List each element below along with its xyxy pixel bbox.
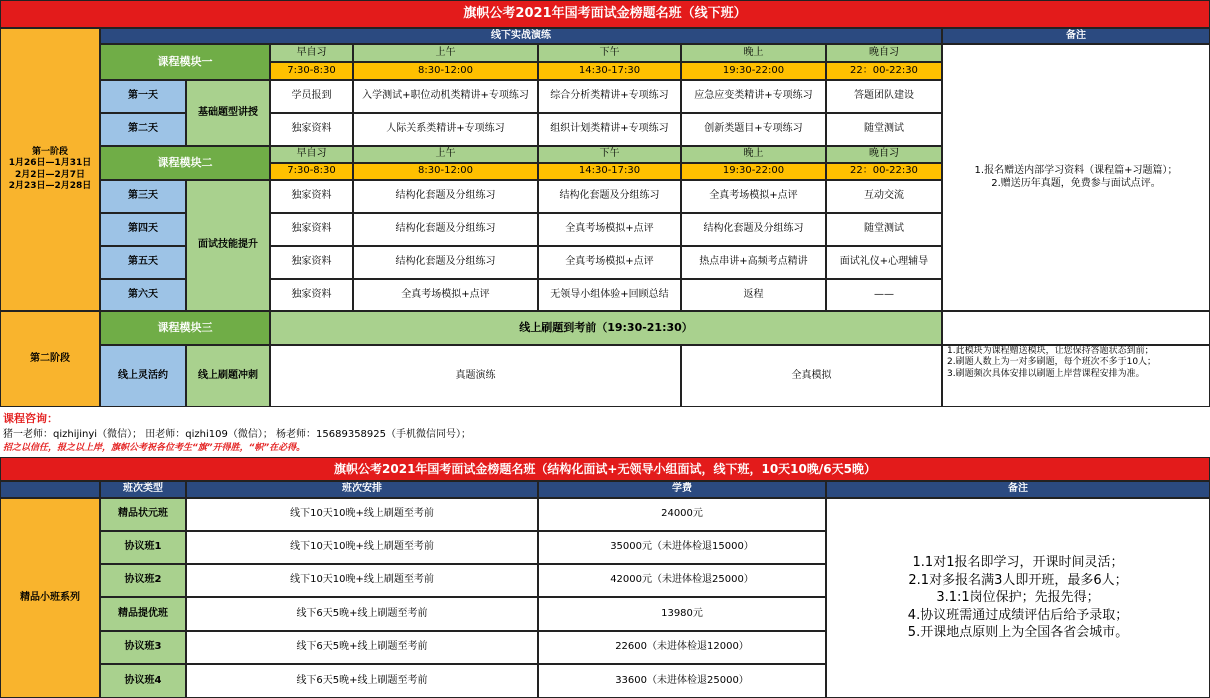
class-fee: 35000元（未进体检退15000） bbox=[538, 531, 826, 564]
blank-cell bbox=[942, 311, 1210, 345]
slot-early: 早自习 bbox=[270, 146, 353, 163]
slot-afternoon: 下午 bbox=[538, 146, 681, 163]
class-plan: 线下10天10晚+线上刷题至考前 bbox=[186, 564, 538, 597]
table2-notes bbox=[826, 498, 1210, 698]
time-early: 7:30-8:30 bbox=[270, 62, 353, 80]
slot-early: 早自习 bbox=[270, 44, 353, 62]
time-morning: 8:30-12:00 bbox=[353, 62, 538, 80]
module2-label: 课程模块二 bbox=[100, 146, 270, 180]
schedule-cell: 独家资料 bbox=[270, 213, 353, 246]
schedule-cell: 全真考场模拟+点评 bbox=[538, 213, 681, 246]
stage2-note-line: 1.此模块为课程赠送模块，让您保持答题状态到前； bbox=[947, 346, 1154, 356]
day-label: 第五天 bbox=[100, 246, 186, 279]
class-type: 精品状元班 bbox=[100, 498, 186, 531]
series-label: 精品小班系列 bbox=[0, 498, 100, 698]
day-label: 第六天 bbox=[100, 279, 186, 311]
class-type: 协议班3 bbox=[100, 631, 186, 664]
stage1-date-1: 1月26日—1月31日 bbox=[8, 158, 92, 169]
contact-title: 课程咨询： bbox=[3, 412, 58, 425]
table2-note-line: 3.1:1岗位保护；先报先得； bbox=[936, 590, 1100, 606]
schedule-cell: 独家资料 bbox=[270, 246, 353, 279]
schedule-cell: 创新类题目+专项练习 bbox=[681, 113, 826, 146]
class-plan: 线下6天5晚+线上刷题至考前 bbox=[186, 664, 538, 698]
time-afternoon: 14:30-17:30 bbox=[538, 163, 681, 180]
table2-note-line: 1.1对1报名即学习，开课时间灵活； bbox=[912, 555, 1124, 571]
time-morning: 8:30-12:00 bbox=[353, 163, 538, 180]
notes-header: 备注 bbox=[942, 28, 1210, 44]
schedule-cell: 学员报到 bbox=[270, 80, 353, 113]
schedule-cell: 随堂测试 bbox=[826, 113, 942, 146]
stage2-note-line: 2.刷题人数上为一对多刷题，每个班次不多于10人； bbox=[947, 357, 1157, 368]
col-header-fee: 学费 bbox=[538, 481, 826, 498]
time-afternoon: 14:30-17:30 bbox=[538, 62, 681, 80]
slot-morning: 上午 bbox=[353, 146, 538, 163]
schedule-cell: 随堂测试 bbox=[826, 213, 942, 246]
title2: 旗帜公考2021年国考面试金榜题名班（结构化面试+无领导小组面试，线下班，10天10晚/6天5晚） bbox=[0, 457, 1210, 481]
schedule-cell: 人际关系类精讲+专项练习 bbox=[353, 113, 538, 146]
schedule-cell: 独家资料 bbox=[270, 279, 353, 311]
class-plan: 线下6天5晚+线上刷题至考前 bbox=[186, 597, 538, 631]
class-fee: 22600（未进体检退12000） bbox=[538, 631, 826, 664]
stage2-name: 第二阶段 bbox=[0, 311, 100, 407]
schedule-cell: 独家资料 bbox=[270, 113, 353, 146]
day-label: 第二天 bbox=[100, 113, 186, 146]
class-fee: 24000元 bbox=[538, 498, 826, 531]
stage1-note: 1.报名赠送内部学习资料（课程篇+习题篇）； 2.赠送历年真题，免费参与面试点评。 bbox=[942, 44, 1210, 311]
slot-evening: 晚上 bbox=[681, 44, 826, 62]
slot-morning: 上午 bbox=[353, 44, 538, 62]
schedule-cell: 无领导小组体验+回顾总结 bbox=[538, 279, 681, 311]
schedule-cell: 入学测试+职位动机类精讲+专项练习 bbox=[353, 80, 538, 113]
schedule-cell: 结构化套题及分组练习 bbox=[538, 180, 681, 213]
schedule-cell: 独家资料 bbox=[270, 180, 353, 213]
online-banner: 线上刷题到考前（19:30-21:30） bbox=[270, 311, 942, 345]
schedule-cell: 互动交流 bbox=[826, 180, 942, 213]
class-type: 精品提优班 bbox=[100, 597, 186, 631]
time-evening: 19:30-22:00 bbox=[681, 163, 826, 180]
day-label: 第三天 bbox=[100, 180, 186, 213]
stage2-note-line: 3.刷题频次具体安排以刷题上岸营课程安排为准。 bbox=[947, 368, 1145, 379]
stage1-cell bbox=[0, 28, 100, 311]
slot-afternoon: 下午 bbox=[538, 44, 681, 62]
slot-night: 晚自习 bbox=[826, 44, 942, 62]
online-col2: 全真模拟 bbox=[681, 345, 942, 407]
time-night: 22：00-22:30 bbox=[826, 163, 942, 180]
class-type: 协议班1 bbox=[100, 531, 186, 564]
schedule-cell: —— bbox=[826, 279, 942, 311]
schedule-cell: 全真考场模拟+点评 bbox=[681, 180, 826, 213]
stage1-name: 第一阶段 bbox=[31, 147, 68, 157]
page-title: 旗帜公考2021年国考面试金榜题名班（线下班） bbox=[0, 0, 1210, 28]
contact-line: 猪一老师：qizhijinyi（微信）； 田老师：qizhi109（微信）； 杨老师：15689358925（手机微信同号）； bbox=[3, 429, 472, 440]
col-header-plan: 班次安排 bbox=[186, 481, 538, 498]
col-header-type: 班次类型 bbox=[100, 481, 186, 498]
topic1-label: 基础题型讲授 bbox=[186, 80, 270, 146]
day-label: 第一天 bbox=[100, 80, 186, 113]
schedule-cell: 结构化套题及分组练习 bbox=[353, 246, 538, 279]
offline-header: 线下实战演练 bbox=[100, 28, 942, 44]
sub1-label: 线上灵活约 bbox=[100, 345, 186, 407]
col-header-notes: 备注 bbox=[826, 481, 1210, 498]
day-label: 第四天 bbox=[100, 213, 186, 246]
class-plan: 线下10天10晚+线上刷题至考前 bbox=[186, 531, 538, 564]
online-col1: 真题演练 bbox=[270, 345, 681, 407]
module3-label: 课程模块三 bbox=[100, 311, 270, 345]
stage2-notes bbox=[942, 345, 1210, 407]
stage1-date-2: 2月2日—2月7日 bbox=[14, 169, 86, 180]
schedule-cell: 综合分析类精讲+专项练习 bbox=[538, 80, 681, 113]
schedule-cell: 结构化套题及分组练习 bbox=[353, 213, 538, 246]
schedule-cell: 组织计划类精讲+专项练习 bbox=[538, 113, 681, 146]
schedule-cell: 应急应变类精讲+专项练习 bbox=[681, 80, 826, 113]
header-blank bbox=[0, 481, 100, 498]
schedule-cell: 热点串讲+高频考点精讲 bbox=[681, 246, 826, 279]
topic2-label: 面试技能提升 bbox=[186, 180, 270, 311]
table2-note-line: 4.协议班需通过成绩评估后给予录取； bbox=[907, 607, 1129, 623]
class-plan: 线下6天5晚+线上刷题至考前 bbox=[186, 631, 538, 664]
stage1-date-3: 2月23日—2月28日 bbox=[8, 180, 92, 191]
slot-night: 晚自习 bbox=[826, 146, 942, 163]
slot-evening: 晚上 bbox=[681, 146, 826, 163]
contact-slogan: 招之以信任，报之以上岸，旗帜公考祝各位考生“旗”开得胜，“帜”在必得。 bbox=[3, 443, 306, 453]
class-type: 协议班4 bbox=[100, 664, 186, 698]
time-early: 7:30-8:30 bbox=[270, 163, 353, 180]
class-plan: 线下10天10晚+线上刷题至考前 bbox=[186, 498, 538, 531]
table2-note-line: 2.1对多报名满3人即开班，最多6人； bbox=[908, 572, 1128, 588]
class-type: 协议班2 bbox=[100, 564, 186, 597]
schedule-cell: 面试礼仪+心理辅导 bbox=[826, 246, 942, 279]
class-fee: 42000元（未进体检退25000） bbox=[538, 564, 826, 597]
schedule-cell: 全真考场模拟+点评 bbox=[353, 279, 538, 311]
schedule-cell: 全真考场模拟+点评 bbox=[538, 246, 681, 279]
table2-note-line: 5.开课地点原则上为全国各省会城市。 bbox=[907, 625, 1129, 641]
time-evening: 19:30-22:00 bbox=[681, 62, 826, 80]
class-fee: 33600（未进体检退25000） bbox=[538, 664, 826, 698]
time-night: 22：00-22:30 bbox=[826, 62, 942, 80]
class-fee: 13980元 bbox=[538, 597, 826, 631]
module1-label: 课程模块一 bbox=[100, 44, 270, 80]
sub2-label: 线上刷题冲刺 bbox=[186, 345, 270, 407]
schedule-cell: 结构化套题及分组练习 bbox=[681, 213, 826, 246]
schedule-cell: 答题团队建设 bbox=[826, 80, 942, 113]
schedule-cell: 结构化套题及分组练习 bbox=[353, 180, 538, 213]
schedule-cell: 返程 bbox=[681, 279, 826, 311]
